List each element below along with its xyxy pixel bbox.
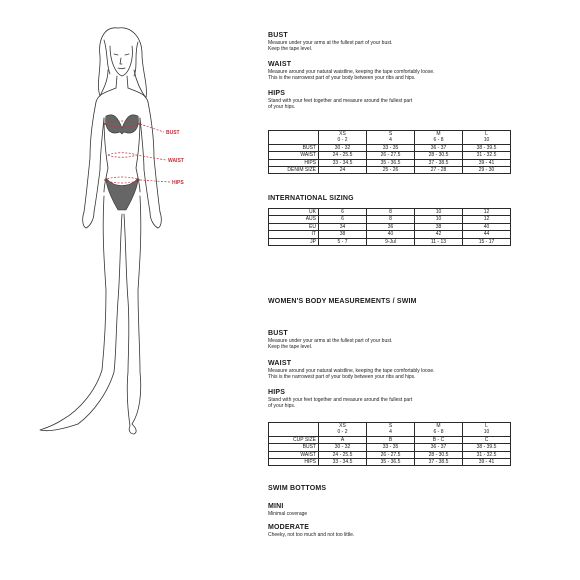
- size-header-row-1: [269, 423, 511, 430]
- waist-marker-label: WAIST: [168, 158, 184, 164]
- table-cell: 35 - 36.5: [367, 159, 415, 166]
- table-cell: 33 - 35: [367, 444, 415, 451]
- table-cell: 26 - 27.5: [367, 451, 415, 458]
- table-row: [269, 238, 511, 245]
- table-cell: 33 - 34.5: [319, 459, 367, 466]
- row-label: IT: [269, 231, 319, 238]
- size-l-header: L: [463, 131, 511, 138]
- table-cell: 12: [463, 209, 511, 216]
- swim-moderate-text: Cheeky, not too much and not too little.: [268, 532, 355, 538]
- table-cell: 24 - 25.5: [319, 152, 367, 159]
- row-label: EU: [269, 223, 319, 230]
- table-corner-cell: [269, 429, 319, 436]
- table-cell: 26 - 27.5: [367, 152, 415, 159]
- size-s-header: S: [367, 423, 415, 430]
- table-cell: 25 - 26: [367, 167, 415, 174]
- table-cell: 39 - 41: [463, 459, 511, 466]
- table-cell: 35 - 36.5: [367, 459, 415, 466]
- swim-waist-title: WAIST: [268, 360, 292, 367]
- table-cell: C: [463, 436, 511, 443]
- swim-moderate-title: MODERATE: [268, 524, 310, 531]
- size-l-us-header: 10: [463, 137, 511, 144]
- measure-bust-line-1: Measure under your arms at the fullest part of your bust.: [268, 40, 393, 46]
- measure-hips-title: HIPS: [268, 90, 286, 97]
- swim-moderate-section: [268, 524, 568, 538]
- table-cell: 40: [463, 223, 511, 230]
- table-cell: 38 - 39.5: [463, 444, 511, 451]
- swim-waist-line-1: Measure around your natural waistline, keeping the tape comfortably loose.: [268, 368, 435, 374]
- size-s-us-header: 4: [367, 429, 415, 436]
- row-label: JP: [269, 238, 319, 245]
- size-s-header: S: [367, 131, 415, 138]
- table-cell: 38: [415, 223, 463, 230]
- swim-mini-section: [268, 503, 568, 517]
- hips-marker-label: HIPS: [172, 180, 184, 186]
- size-header-row-2: [269, 429, 511, 436]
- intl-sizing-title: INTERNATIONAL SIZING: [268, 195, 354, 202]
- table-cell: 27 - 28: [415, 167, 463, 174]
- swim-size-table: [268, 422, 511, 466]
- table-row: [269, 459, 511, 466]
- measure-waist-section: [268, 61, 568, 82]
- row-label: AUS: [269, 216, 319, 223]
- row-label: HIPS: [269, 459, 319, 466]
- table-cell: 24 - 25.5: [319, 451, 367, 458]
- table-cell: B: [367, 436, 415, 443]
- table-cell: 37 - 38.5: [415, 159, 463, 166]
- table-cell: 36 - 37: [415, 144, 463, 151]
- measure-bust-section: [268, 32, 568, 53]
- table-cell: A: [319, 436, 367, 443]
- table-cell: 15 - 17: [463, 238, 511, 245]
- swim-hips-line-2: of your hips.: [268, 403, 296, 410]
- model-figure-illustration: [0, 0, 250, 580]
- table-row: [269, 451, 511, 458]
- table-cell: 34: [319, 223, 367, 230]
- table-cell: 10: [415, 209, 463, 216]
- row-label: WAIST: [269, 152, 319, 159]
- measure-waist-title: WAIST: [268, 61, 292, 68]
- measure-hips-line-1: Stand with your feet together and measure around the fullest part: [268, 98, 413, 104]
- intl-sizing-table: [268, 208, 511, 246]
- size-xs-us-header: 0 - 2: [319, 137, 367, 144]
- swim-waist-line-2: This is the narrowest part of your body between your ribs and hips.: [268, 374, 416, 381]
- table-cell: 6: [319, 209, 367, 216]
- row-label: WAIST: [269, 451, 319, 458]
- table-cell: 6: [319, 216, 367, 223]
- table-cell: 29 - 30: [463, 167, 511, 174]
- swim-bust-line-2: Keep the tape level.: [268, 344, 313, 351]
- table-cell: 8: [367, 209, 415, 216]
- table-cell: 38: [319, 231, 367, 238]
- table-cell: 12: [463, 216, 511, 223]
- measure-waist-line-2: This is the narrowest part of your body between your ribs and hips.: [268, 75, 416, 82]
- table-cell: 30 - 32: [319, 444, 367, 451]
- swim-hips-title: HIPS: [268, 389, 286, 396]
- table-row: [269, 444, 511, 451]
- table-cell: 38 - 39.5: [463, 144, 511, 151]
- row-label: UK: [269, 209, 319, 216]
- table-row: [269, 216, 511, 223]
- size-table: [268, 130, 511, 174]
- swim-hips-line-1: Stand with your feet together and measure around the fullest part: [268, 397, 413, 403]
- table-cell: 31 - 32.5: [463, 451, 511, 458]
- table-cell: 33 - 34.5: [319, 159, 367, 166]
- table-cell: 9-Jul: [367, 238, 415, 245]
- row-label: BUST: [269, 444, 319, 451]
- row-label: BUST: [269, 144, 319, 151]
- table-cell: 28 - 30.5: [415, 152, 463, 159]
- swim-mini-text: Minimal coverage: [268, 511, 308, 517]
- table-corner-cell: [269, 423, 319, 430]
- measure-hips-line-2: of your hips.: [268, 104, 296, 111]
- row-label: CUP SIZE: [269, 436, 319, 443]
- size-xs-header: XS: [319, 131, 367, 138]
- swim-bust-title: BUST: [268, 330, 288, 337]
- swim-mini-title: MINI: [268, 503, 284, 510]
- size-xs-us-header: 0 - 2: [319, 429, 367, 436]
- row-label: DENIM SIZE: [269, 167, 319, 174]
- measure-hips-section: [268, 90, 568, 111]
- table-row: [269, 436, 511, 443]
- size-header-row-1: [269, 131, 511, 138]
- bust-marker-label: BUST: [166, 130, 180, 136]
- size-m-header: M: [415, 131, 463, 138]
- size-m-us-header: 6 - 8: [415, 137, 463, 144]
- table-cell: B - C: [415, 436, 463, 443]
- table-cell: 5 - 7: [319, 238, 367, 245]
- table-cell: 40: [367, 231, 415, 238]
- table-corner-cell: [269, 131, 319, 138]
- size-m-header: M: [415, 423, 463, 430]
- table-cell: 37 - 38.5: [415, 459, 463, 466]
- table-corner-cell: [269, 137, 319, 144]
- table-row: [269, 152, 511, 159]
- swim-bottoms-title: SWIM BOTTOMS: [268, 485, 327, 492]
- table-cell: 24: [319, 167, 367, 174]
- table-row: [269, 223, 511, 230]
- swim-title: WOMEN'S BODY MEASUREMENTS / SWIM: [268, 298, 417, 305]
- table-cell: 30 - 32: [319, 144, 367, 151]
- table-row: [269, 209, 511, 216]
- size-header-row-2: [269, 137, 511, 144]
- intl-sizing-section: [268, 195, 568, 203]
- table-cell: 42: [415, 231, 463, 238]
- table-cell: 39 - 41: [463, 159, 511, 166]
- swim-waist-section: [268, 360, 568, 381]
- swim-bust-section: [268, 330, 568, 351]
- table-cell: 31 - 32.5: [463, 152, 511, 159]
- swim-hips-section: [268, 389, 568, 410]
- table-cell: 36 - 37: [415, 444, 463, 451]
- table-cell: 28 - 30.5: [415, 451, 463, 458]
- measure-waist-line-1: Measure around your natural waistline, keeping the tape comfortably loose.: [268, 69, 435, 75]
- swim-section-heading: [268, 298, 568, 306]
- table-cell: 11 - 13: [415, 238, 463, 245]
- size-l-header: L: [463, 423, 511, 430]
- table-row: [269, 159, 511, 166]
- table-cell: 33 - 35: [367, 144, 415, 151]
- table-row: [269, 144, 511, 151]
- swim-bottoms-section: [268, 485, 568, 493]
- swim-bust-line-1: Measure under your arms at the fullest part of your bust.: [268, 338, 393, 344]
- table-row: [269, 231, 511, 238]
- size-s-us-header: 4: [367, 137, 415, 144]
- size-m-us-header: 6 - 8: [415, 429, 463, 436]
- measure-bust-line-2: Keep the tape level.: [268, 46, 313, 53]
- table-cell: 10: [415, 216, 463, 223]
- table-row: [269, 167, 511, 174]
- measure-bust-title: BUST: [268, 32, 288, 39]
- row-label: HIPS: [269, 159, 319, 166]
- table-cell: 44: [463, 231, 511, 238]
- size-xs-header: XS: [319, 423, 367, 430]
- table-cell: 8: [367, 216, 415, 223]
- table-cell: 36: [367, 223, 415, 230]
- size-l-us-header: 10: [463, 429, 511, 436]
